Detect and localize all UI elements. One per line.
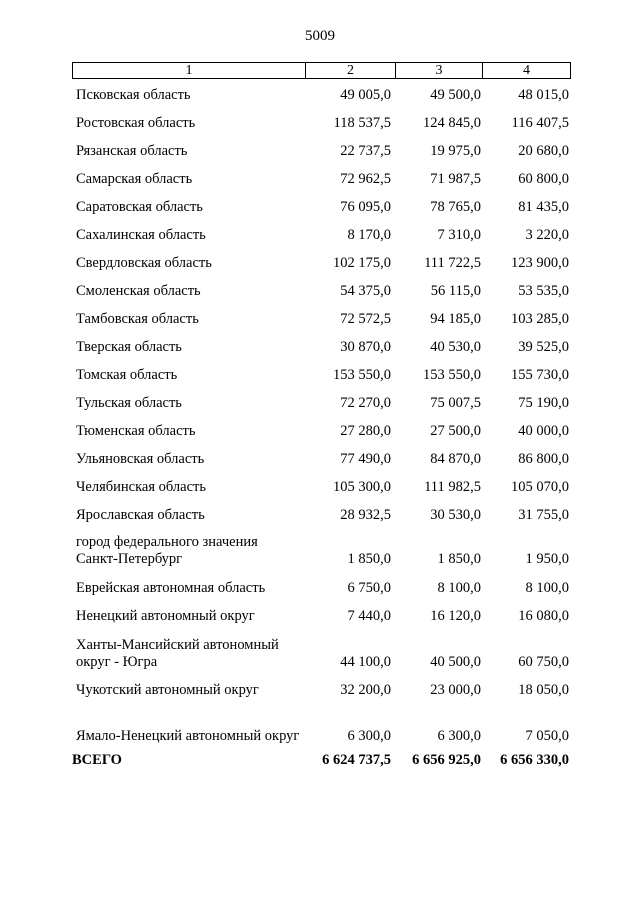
value-col-4: 31 755,0	[518, 507, 569, 523]
value-col-3: 84 870,0	[430, 451, 481, 467]
region-name: Ханты-Мансийский автономный округ - Югра	[76, 637, 279, 670]
value-col-4: 20 680,0	[518, 143, 569, 159]
value-col-4: 60 800,0	[518, 171, 569, 187]
value-col-3: 8 100,0	[437, 580, 481, 596]
total-col-4: 6 656 330,0	[500, 752, 569, 768]
value-col-2: 22 737,5	[340, 143, 391, 159]
value-col-4: 7 050,0	[525, 728, 569, 744]
region-name: Тульская область	[76, 395, 182, 411]
value-col-4: 39 525,0	[518, 339, 569, 355]
region-name: Чукотский автономный округ	[76, 682, 259, 698]
value-col-3: 40 530,0	[430, 339, 481, 355]
page-number: 5009	[305, 28, 335, 44]
value-col-3: 19 975,0	[430, 143, 481, 159]
value-col-3: 7 310,0	[437, 227, 481, 243]
value-col-4: 103 285,0	[511, 311, 569, 327]
region-name: Томская область	[76, 367, 178, 383]
value-col-2: 72 270,0	[340, 395, 391, 411]
table-row	[72, 224, 571, 244]
value-col-2: 28 932,5	[340, 507, 391, 523]
table-row	[72, 420, 571, 440]
value-col-2: 54 375,0	[340, 283, 391, 299]
table-row	[72, 336, 571, 356]
region-name: Ульяновская область	[76, 451, 205, 467]
total-row	[72, 749, 571, 769]
region-name: Свердловская область	[76, 255, 212, 271]
region-name: Сахалинская область	[76, 227, 206, 243]
value-col-2: 153 550,0	[333, 367, 391, 383]
region-name: Ненецкий автономный округ	[76, 608, 255, 624]
value-col-2: 1 850,0	[347, 551, 391, 567]
value-col-4: 86 800,0	[518, 451, 569, 467]
region-name: Ярославская область	[76, 507, 205, 523]
value-col-3: 6 300,0	[437, 728, 481, 744]
region-name: Саратовская область	[76, 199, 203, 215]
region-name: Рязанская область	[76, 143, 188, 159]
value-col-3: 75 007,5	[430, 395, 481, 411]
value-col-4: 81 435,0	[518, 199, 569, 215]
value-col-4: 40 000,0	[518, 423, 569, 439]
region-name: Ямало-Ненецкий автономный округ	[76, 728, 300, 744]
table-row	[72, 577, 571, 597]
value-col-3: 124 845,0	[423, 115, 481, 131]
region-name: город федерального значения Санкт-Петербург	[76, 534, 258, 567]
value-col-4: 53 535,0	[518, 283, 569, 299]
value-col-4: 3 220,0	[525, 227, 569, 243]
table-row	[72, 633, 571, 671]
value-col-2: 30 870,0	[340, 339, 391, 355]
table-row	[72, 504, 571, 524]
value-col-2: 6 750,0	[347, 580, 391, 596]
value-col-2: 72 572,5	[340, 311, 391, 327]
value-col-3: 56 115,0	[430, 283, 481, 299]
value-col-3: 40 500,0	[430, 654, 481, 670]
table-row	[72, 364, 571, 384]
column-header-1: 1	[185, 63, 193, 78]
value-col-4: 123 900,0	[511, 255, 569, 271]
table-row	[72, 84, 571, 104]
value-col-2: 6 300,0	[347, 728, 391, 744]
value-col-3: 1 850,0	[437, 551, 481, 567]
value-col-4: 60 750,0	[518, 654, 569, 670]
table-row	[72, 605, 571, 625]
table-header	[72, 62, 571, 79]
table-row	[72, 530, 571, 568]
value-col-4: 116 407,5	[511, 115, 569, 131]
region-name: Псковская область	[76, 87, 191, 103]
value-col-3: 71 987,5	[430, 171, 481, 187]
value-col-2: 102 175,0	[333, 255, 391, 271]
region-name: Тюменская область	[76, 423, 196, 439]
value-col-3: 111 722,5	[424, 255, 481, 271]
table-row	[72, 392, 571, 412]
value-col-3: 16 120,0	[430, 608, 481, 624]
table-row	[72, 140, 571, 160]
value-col-3: 111 982,5	[424, 479, 481, 495]
value-col-2: 27 280,0	[340, 423, 391, 439]
region-name: Еврейская автономная область	[76, 580, 266, 596]
value-col-4: 16 080,0	[518, 608, 569, 624]
table-row	[72, 252, 571, 272]
value-col-3: 30 530,0	[430, 507, 481, 523]
value-col-2: 44 100,0	[340, 654, 391, 670]
value-col-2: 72 962,5	[340, 171, 391, 187]
value-col-4: 75 190,0	[518, 395, 569, 411]
region-name: Челябинская область	[76, 479, 206, 495]
value-col-3: 49 500,0	[430, 87, 481, 103]
column-header-4: 4	[482, 63, 570, 78]
total-col-2: 6 624 737,5	[322, 752, 391, 768]
table-row	[72, 196, 571, 216]
region-name: Тамбовская область	[76, 311, 199, 327]
value-col-3: 78 765,0	[430, 199, 481, 215]
total-label: ВСЕГО	[72, 752, 122, 768]
region-name: Смоленская область	[76, 283, 201, 299]
value-col-3: 94 185,0	[430, 311, 481, 327]
table-row	[72, 448, 571, 468]
value-col-4: 48 015,0	[518, 87, 569, 103]
table-row	[72, 308, 571, 328]
value-col-3: 27 500,0	[430, 423, 481, 439]
region-name: Ростовская область	[76, 115, 196, 131]
value-col-2: 77 490,0	[340, 451, 391, 467]
table-row	[72, 168, 571, 188]
table-row	[72, 707, 571, 745]
value-col-3: 23 000,0	[430, 682, 481, 698]
table-row	[72, 679, 571, 699]
value-col-2: 7 440,0	[347, 608, 391, 624]
region-name: Самарская область	[76, 171, 193, 187]
column-header-2: 2	[305, 63, 395, 78]
value-col-2: 105 300,0	[333, 479, 391, 495]
value-col-4: 8 100,0	[525, 580, 569, 596]
value-col-4: 18 050,0	[518, 682, 569, 698]
value-col-4: 155 730,0	[511, 367, 569, 383]
total-col-3: 6 656 925,0	[412, 752, 481, 768]
value-col-4: 1 950,0	[525, 551, 569, 567]
table-row	[72, 112, 571, 132]
region-name: Тверская область	[76, 339, 182, 355]
value-col-4: 105 070,0	[511, 479, 569, 495]
value-col-2: 118 537,5	[333, 115, 391, 131]
table-row	[72, 280, 571, 300]
value-col-2: 8 170,0	[347, 227, 391, 243]
value-col-2: 49 005,0	[340, 87, 391, 103]
value-col-2: 32 200,0	[340, 682, 391, 698]
column-header-3: 3	[395, 63, 482, 78]
value-col-2: 76 095,0	[340, 199, 391, 215]
table-row	[72, 476, 571, 496]
value-col-3: 153 550,0	[423, 367, 481, 383]
